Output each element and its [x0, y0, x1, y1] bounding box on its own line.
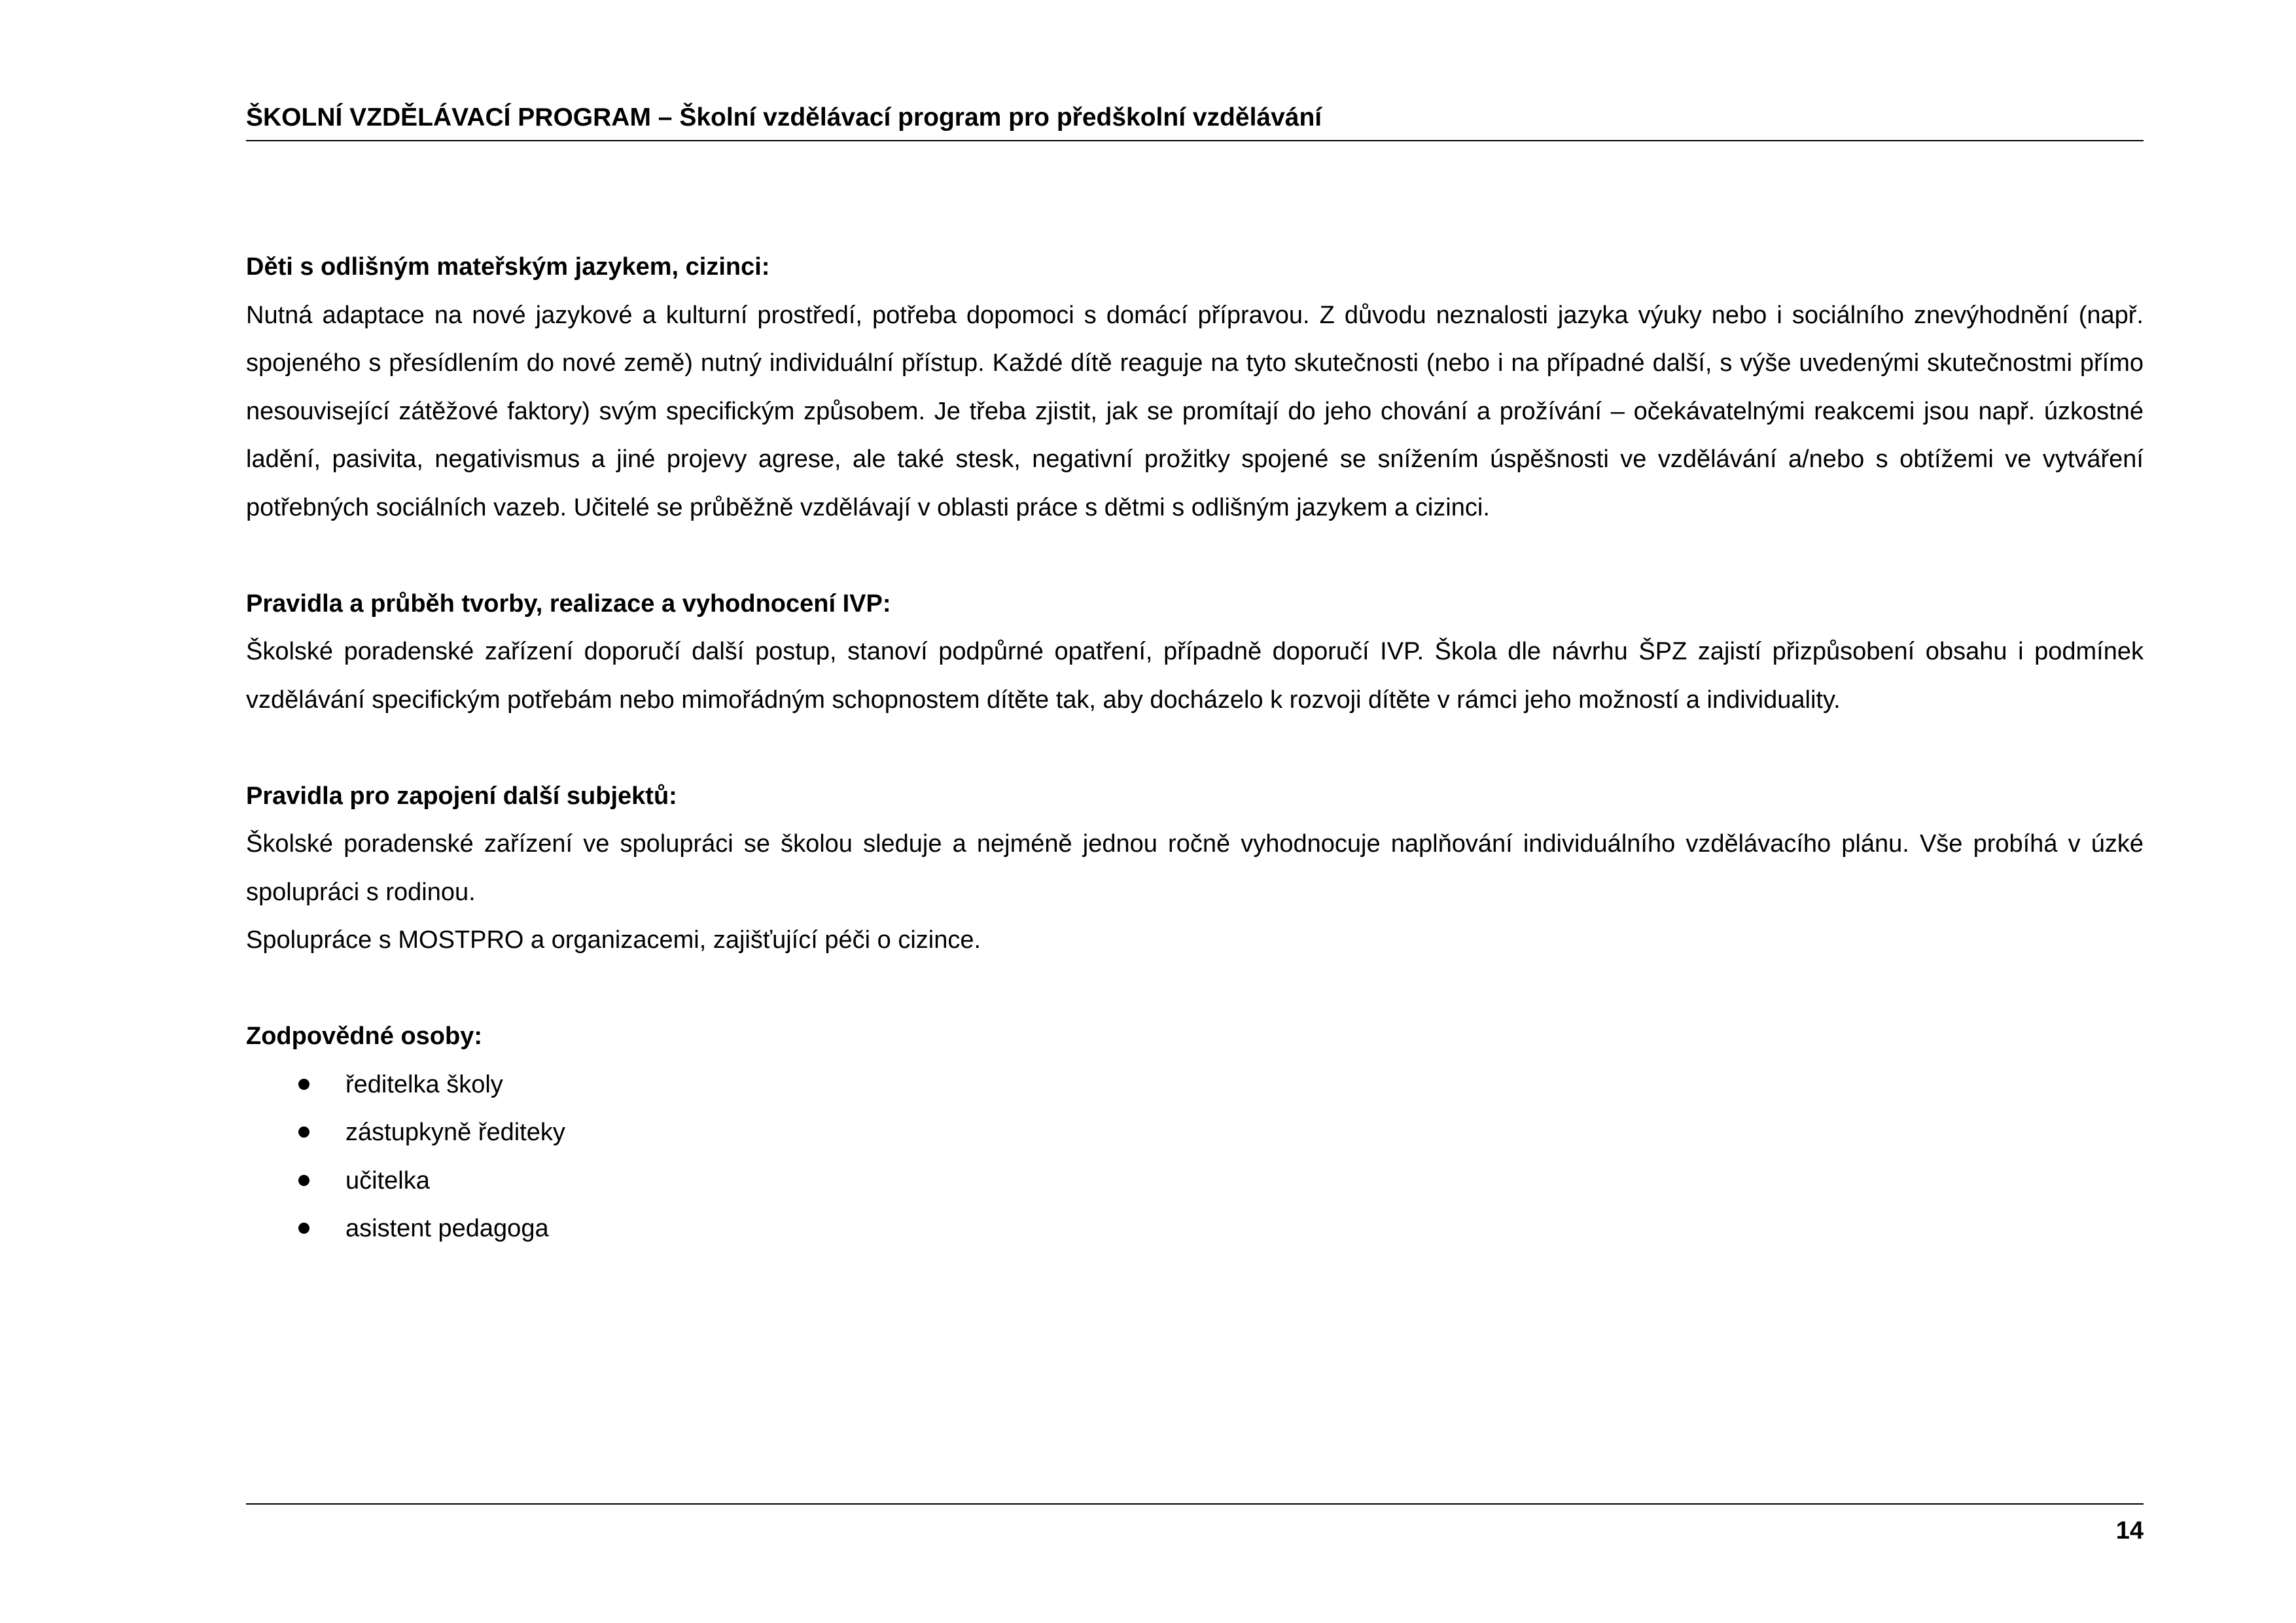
- document-body: [246, 243, 2144, 1253]
- header-divider: [246, 140, 2144, 141]
- section-title: Pravidla a průběh tvorby, realizace a vyhodnocení IVP:: [246, 589, 891, 618]
- paragraph: Nutná adaptace na nové jazykové a kulturní prostředí, potřeba dopomoci s domácí přípravou. Z důvodu neznalosti jazyka výuky nebo i sociálního znevýhodnění (např. spojeného s přesídlením do nové země) nutný individuální přístup. Každé dítě reaguje na tyto skutečnosti (nebo i na případné další, s výše uvedenými skutečnostmi přímo nesouvisející zátěžové faktory) svým specifickým způsobem. Je třeba zjistit, jak se promítají do jeho chování a prožívání – očekávatelnými reakcemi jsou např. úzkostné ladění, pasivita, negativismus a jiné projevy agrese, ale také stesk, negativní prožitky spojené se snížením úspěšnosti ve vzdělávání a/nebo s obtížemi ve vytváření potřebných sociálních vazeb. Učitelé se průběžně vzdělávají v oblasti práce s dětmi s odlišným jazykem a cizinci.: [246, 301, 2144, 521]
- section-title: Děti s odlišným mateřským jazykem, cizinci:: [246, 253, 770, 281]
- section-title: Pravidla pro zapojení další subjektů:: [246, 782, 677, 810]
- paragraph: Spolupráce s MOSTPRO a organizacemi, zajišťující péči o cizince.: [246, 926, 981, 954]
- paragraph: Školské poradenské zařízení ve spolupráci se školou sleduje a nejméně jednou ročně vyhodnocuje naplňování individuálního vzdělávacího plánu. Vše probíhá v úzké spolupráci s rodinou.: [246, 830, 2144, 906]
- responsible-persons-list: [246, 1061, 2144, 1253]
- list-item: [246, 1061, 2144, 1109]
- page-header-title: ŠKOLNÍ VZDĚLÁVACÍ PROGRAM – Školní vzdělávací program pro předškolní vzdělávání: [246, 103, 1322, 131]
- bullet-icon: [298, 1223, 309, 1234]
- footer-divider: [246, 1503, 2144, 1505]
- list-item-text: ředitelka školy: [345, 1070, 503, 1098]
- section-foreign-language-children: [246, 243, 2144, 532]
- paragraph: Školské poradenské zařízení doporučí další postup, stanoví podpůrné opatření, případně doporučí IVP. Škola dle návrhu ŠPZ zajistí přizpůsobení obsahu i podmínek vzdělávání specifickým potřebám nebo mimořádným schopnostem dítěte tak, aby docházelo k rozvoji dítěte v rámci jeho možností a individuality.: [246, 638, 2144, 714]
- section-responsible-persons: [246, 1013, 2144, 1253]
- list-item-text: učitelka: [345, 1166, 430, 1195]
- bullet-icon: [298, 1175, 309, 1186]
- list-item-text: zástupkyně řediteky: [345, 1119, 565, 1146]
- list-item: [246, 1157, 2144, 1206]
- bullet-icon: [298, 1079, 309, 1090]
- list-item-text: asistent pedagoga: [345, 1215, 549, 1242]
- list-item: [246, 1205, 2144, 1253]
- section-title: Zodpovědné osoby:: [246, 1022, 482, 1050]
- section-ivp-rules: [246, 580, 2144, 725]
- section-other-subjects: [246, 773, 2144, 965]
- bullet-icon: [298, 1126, 309, 1138]
- page-number: 14: [2115, 1517, 2144, 1544]
- list-item: [246, 1109, 2144, 1157]
